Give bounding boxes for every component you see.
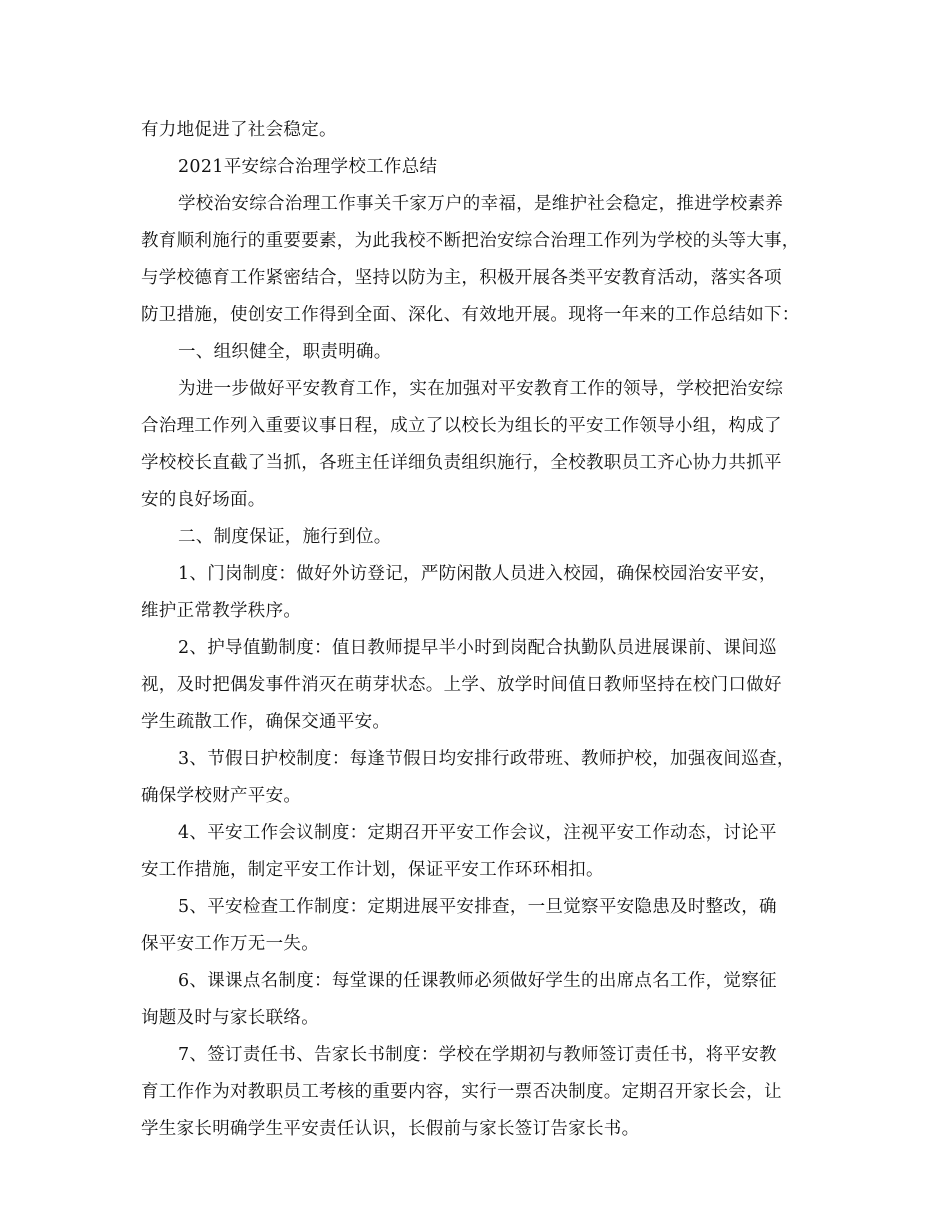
text-line: 学校校长直截了当抓，各班主任详细负责组织施行，全校教职员工齐心协力共抓平 (141, 453, 782, 473)
text-line: 维护正常教学秩序。 (141, 601, 302, 621)
text-line: 保平安工作万无一失。 (141, 934, 319, 954)
text-line: 防卫措施，使创安工作得到全面、深化、有效地开展。现将一年来的工作总结如下： (141, 305, 800, 325)
text-line: 学校治安综合治理工作事关千家万户的幸福，是维护社会稳定，推进学校素养 (178, 194, 784, 214)
text-line: 确保学校财产平安。 (141, 786, 302, 806)
text-line: 询题及时与家长联络。 (141, 1008, 319, 1028)
text-line: 学生家长明确学生平安责任认识，长假前与家长签订告家长书。 (141, 1119, 640, 1139)
text-line: 视，及时把偶发事件消灭在萌芽状态。上学、放学时间值日教师坚持在校门口做好 (141, 675, 782, 695)
text-line: 安工作措施，制定平安工作计划，保证平安工作环环相扣。 (141, 860, 604, 880)
section-title: 2021平安综合治理学校工作总结 (178, 157, 438, 177)
list-item: 7、签订责任书、告家长书制度：学校在学期初与教师签订责任书，将平安教 (178, 1045, 777, 1065)
text-line: 与学校德育工作紧密结合，坚持以防为主，积极开展各类平安教育活动，落实各项 (141, 268, 782, 288)
text-line: 为进一步做好平安教育工作，实在加强对平安教育工作的领导，学校把治安综 (178, 379, 784, 399)
section-heading: 二、制度保证，施行到位。 (178, 527, 392, 547)
list-item: 3、节假日护校制度：每逢节假日均安排行政带班、教师护校，加强夜间巡查， (178, 749, 795, 769)
list-item: 4、平安工作会议制度：定期召开平安工作会议，注视平安工作动态，讨论平 (178, 823, 777, 843)
list-item: 1、门岗制度：做好外访登记，严防闲散人员进入校园，确保校园治安平安， (178, 564, 777, 584)
text-line: 合治理工作列入重要议事日程，成立了以校长为组长的平安工作领导小组，构成了 (141, 416, 782, 436)
text-line: 教育顺利施行的重要要素，为此我校不断把治安综合治理工作列为学校的头等大事， (141, 231, 800, 251)
list-item: 6、课课点名制度：每堂课的任课教师必须做好学生的出席点名工作，觉察征 (178, 971, 777, 991)
list-item: 2、护导值勤制度：值日教师提早半小时到岗配合执勤队员进展课前、课间巡 (178, 638, 777, 658)
text-line: 有力地促进了社会稳定。 (141, 120, 337, 140)
document-body (141, 115, 813, 1144)
list-item: 5、平安检查工作制度：定期进展平安排查，一旦觉察平安隐患及时整改，确 (178, 897, 777, 917)
text-line: 学生疏散工作，确保交通平安。 (141, 712, 391, 732)
text-line: 安的良好场面。 (141, 490, 266, 510)
text-line: 育工作作为对教职员工考核的重要内容，实行一票否决制度。定期召开家长会，让 (141, 1082, 782, 1102)
section-heading: 一、组织健全，职责明确。 (178, 342, 392, 362)
